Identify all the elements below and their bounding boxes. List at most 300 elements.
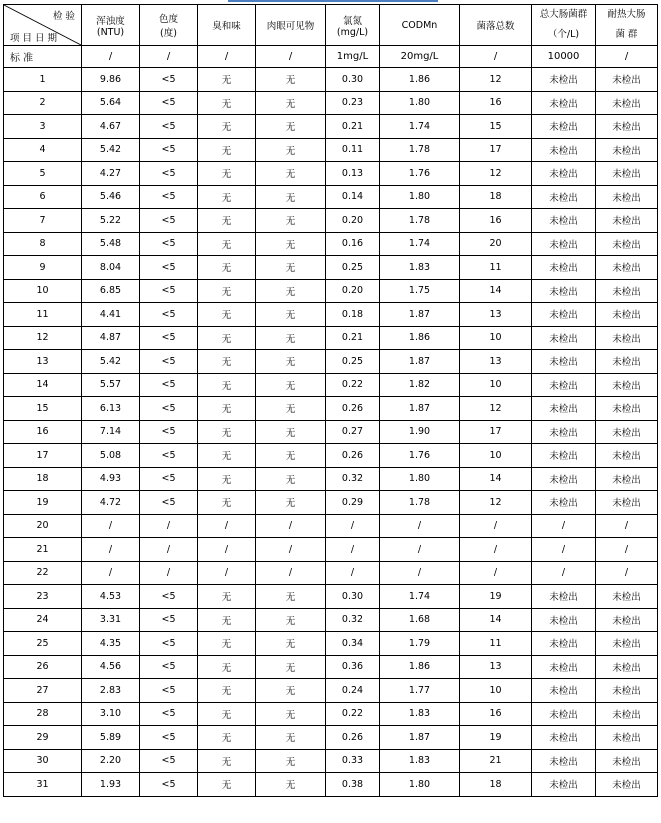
cell-thermo-coliform: 未检出 <box>596 373 658 397</box>
cell-colony-count: 15 <box>460 115 532 139</box>
col-header-ammonia <box>326 5 380 46</box>
table-row <box>4 162 658 186</box>
cell-codmn: 1.86 <box>380 326 460 350</box>
cell-colony-count: 10 <box>460 326 532 350</box>
standard-value: 10000 <box>532 46 596 68</box>
cell-color: <5 <box>140 749 198 773</box>
cell-color: <5 <box>140 350 198 374</box>
cell-ammonia: 0.25 <box>326 256 380 280</box>
cell-colony-count: 16 <box>460 209 532 233</box>
cell-turbidity: 9.86 <box>82 68 140 92</box>
cell-turbidity: 5.89 <box>82 726 140 750</box>
cell-turbidity: 3.10 <box>82 702 140 726</box>
standard-value: 1mg/L <box>326 46 380 68</box>
col-header-total-coliform <box>532 5 596 46</box>
cell-codmn: 1.78 <box>380 491 460 515</box>
cell-color: <5 <box>140 162 198 186</box>
cell-date: 22 <box>4 561 82 585</box>
cell-turbidity: 2.83 <box>82 679 140 703</box>
cell-color: <5 <box>140 679 198 703</box>
cell-ammonia: 0.36 <box>326 655 380 679</box>
cell-colony-count: 10 <box>460 373 532 397</box>
cell-ammonia: 0.26 <box>326 397 380 421</box>
cell-ammonia: 0.38 <box>326 773 380 797</box>
cell-odor: 无 <box>198 68 256 92</box>
cell-turbidity: 5.42 <box>82 350 140 374</box>
cell-turbidity: 4.67 <box>82 115 140 139</box>
cell-total-coliform: 未检出 <box>532 350 596 374</box>
cell-odor: 无 <box>198 209 256 233</box>
cell-thermo-coliform: 未检出 <box>596 773 658 797</box>
cell-total-coliform: 未检出 <box>532 726 596 750</box>
standard-row <box>4 46 658 68</box>
cell-date: 14 <box>4 373 82 397</box>
table-row <box>4 702 658 726</box>
cell-date: 15 <box>4 397 82 421</box>
water-quality-table <box>3 4 658 797</box>
cell-colony-count: 19 <box>460 585 532 609</box>
cell-turbidity: 5.64 <box>82 91 140 115</box>
cell-odor: 无 <box>198 162 256 186</box>
cell-codmn: 1.83 <box>380 749 460 773</box>
cell-color: <5 <box>140 115 198 139</box>
cell-turbidity: 6.13 <box>82 397 140 421</box>
cell-odor: 无 <box>198 608 256 632</box>
table-row <box>4 444 658 468</box>
cell-thermo-coliform: 未检出 <box>596 68 658 92</box>
cell-total-coliform: 未检出 <box>532 326 596 350</box>
cell-ammonia: 0.30 <box>326 585 380 609</box>
cell-visible-matter: / <box>256 561 326 585</box>
cell-visible-matter: 无 <box>256 138 326 162</box>
cell-odor: 无 <box>198 420 256 444</box>
cell-total-coliform: 未检出 <box>532 655 596 679</box>
cell-date: 9 <box>4 256 82 280</box>
cell-visible-matter: 无 <box>256 115 326 139</box>
cell-total-coliform: 未检出 <box>532 702 596 726</box>
cell-odor: 无 <box>198 726 256 750</box>
table-row <box>4 749 658 773</box>
col-header-line2: 菌 群 <box>615 29 638 40</box>
cell-color: <5 <box>140 256 198 280</box>
cell-colony-count: 10 <box>460 679 532 703</box>
cell-odor: 无 <box>198 279 256 303</box>
cell-visible-matter: 无 <box>256 68 326 92</box>
cell-ammonia: 0.33 <box>326 749 380 773</box>
cell-color: <5 <box>140 773 198 797</box>
cell-ammonia: 0.11 <box>326 138 380 162</box>
cell-colony-count: 18 <box>460 773 532 797</box>
cell-total-coliform: 未检出 <box>532 303 596 327</box>
cell-date: 2 <box>4 91 82 115</box>
cell-color: / <box>140 514 198 538</box>
cell-total-coliform: 未检出 <box>532 162 596 186</box>
cell-color: <5 <box>140 420 198 444</box>
cell-total-coliform: 未检出 <box>532 279 596 303</box>
table-row <box>4 726 658 750</box>
cell-color: <5 <box>140 491 198 515</box>
cell-codmn: 1.80 <box>380 467 460 491</box>
cell-thermo-coliform: 未检出 <box>596 350 658 374</box>
table-row <box>4 773 658 797</box>
cell-codmn: 1.86 <box>380 68 460 92</box>
col-header-odor <box>198 5 256 46</box>
cell-date: 4 <box>4 138 82 162</box>
cell-colony-count: 12 <box>460 491 532 515</box>
cell-color: <5 <box>140 585 198 609</box>
cell-date: 28 <box>4 702 82 726</box>
cell-odor: 无 <box>198 632 256 656</box>
cell-date: 26 <box>4 655 82 679</box>
table-row <box>4 373 658 397</box>
col-header-colony-count <box>460 5 532 46</box>
cell-colony-count: 12 <box>460 397 532 421</box>
cell-date: 18 <box>4 467 82 491</box>
cell-odor: 无 <box>198 303 256 327</box>
cell-odor: 无 <box>198 702 256 726</box>
cell-thermo-coliform: 未检出 <box>596 749 658 773</box>
cell-turbidity: / <box>82 561 140 585</box>
cell-color: / <box>140 538 198 562</box>
cell-visible-matter: 无 <box>256 467 326 491</box>
cell-odor: 无 <box>198 115 256 139</box>
cell-total-coliform: 未检出 <box>532 467 596 491</box>
cell-odor: 无 <box>198 585 256 609</box>
cell-ammonia: 0.13 <box>326 162 380 186</box>
cell-ammonia: 0.32 <box>326 608 380 632</box>
cell-turbidity: 5.22 <box>82 209 140 233</box>
standard-value: / <box>82 46 140 68</box>
cell-visible-matter: 无 <box>256 702 326 726</box>
cell-color: <5 <box>140 279 198 303</box>
cell-odor: 无 <box>198 326 256 350</box>
cell-codmn: 1.78 <box>380 138 460 162</box>
cell-visible-matter: 无 <box>256 585 326 609</box>
col-header-line2: (度) <box>160 28 177 39</box>
cell-visible-matter: / <box>256 538 326 562</box>
cell-visible-matter: 无 <box>256 679 326 703</box>
col-header-line1: 氯氮 <box>342 15 362 27</box>
cell-ammonia: 0.20 <box>326 209 380 233</box>
table-row <box>4 326 658 350</box>
cell-codmn: 1.75 <box>380 279 460 303</box>
cell-odor: 无 <box>198 679 256 703</box>
cell-total-coliform: 未检出 <box>532 420 596 444</box>
cell-turbidity: 6.85 <box>82 279 140 303</box>
cell-color: <5 <box>140 138 198 162</box>
cell-visible-matter: 无 <box>256 491 326 515</box>
cell-colony-count: 16 <box>460 91 532 115</box>
standard-label: 标 准 <box>4 46 82 68</box>
cell-visible-matter: 无 <box>256 444 326 468</box>
cell-color: <5 <box>140 91 198 115</box>
cell-date: 24 <box>4 608 82 632</box>
cell-visible-matter: 无 <box>256 185 326 209</box>
cell-ammonia: / <box>326 514 380 538</box>
cell-turbidity: 5.48 <box>82 232 140 256</box>
table-row <box>4 538 658 562</box>
cell-visible-matter: 无 <box>256 373 326 397</box>
cell-odor: 无 <box>198 655 256 679</box>
cell-visible-matter: 无 <box>256 773 326 797</box>
cell-thermo-coliform: 未检出 <box>596 585 658 609</box>
standard-value: / <box>198 46 256 68</box>
cell-turbidity: 4.87 <box>82 326 140 350</box>
cell-total-coliform: 未检出 <box>532 68 596 92</box>
corner-mid-label: 项 目 日 期 <box>10 33 58 44</box>
table-row <box>4 279 658 303</box>
cell-colony-count: 14 <box>460 608 532 632</box>
cell-date: 7 <box>4 209 82 233</box>
cell-thermo-coliform: 未检出 <box>596 326 658 350</box>
cell-ammonia: 0.16 <box>326 232 380 256</box>
cell-total-coliform: 未检出 <box>532 608 596 632</box>
cell-total-coliform: 未检出 <box>532 491 596 515</box>
cell-codmn: 1.90 <box>380 420 460 444</box>
cell-odor: 无 <box>198 256 256 280</box>
table-row <box>4 232 658 256</box>
col-header-turbidity <box>82 5 140 46</box>
table-row <box>4 632 658 656</box>
cell-date: 10 <box>4 279 82 303</box>
cell-colony-count: 20 <box>460 232 532 256</box>
cell-turbidity: / <box>82 514 140 538</box>
cell-ammonia: 0.34 <box>326 632 380 656</box>
cell-codmn: / <box>380 538 460 562</box>
cell-codmn: 1.82 <box>380 373 460 397</box>
cell-date: 1 <box>4 68 82 92</box>
cell-colony-count: / <box>460 538 532 562</box>
cell-codmn: 1.87 <box>380 397 460 421</box>
cell-colony-count: 21 <box>460 749 532 773</box>
cell-total-coliform: 未检出 <box>532 632 596 656</box>
cell-ammonia: 0.21 <box>326 115 380 139</box>
col-header-line1: 臭和味 <box>212 21 241 32</box>
cell-visible-matter: 无 <box>256 303 326 327</box>
col-header-line2: (mg/L) <box>336 26 369 38</box>
cell-odor: 无 <box>198 444 256 468</box>
cell-turbidity: 4.27 <box>82 162 140 186</box>
cell-ammonia: 0.32 <box>326 467 380 491</box>
cell-thermo-coliform: 未检出 <box>596 256 658 280</box>
cell-colony-count: 13 <box>460 303 532 327</box>
cell-thermo-coliform: 未检出 <box>596 185 658 209</box>
cell-colony-count: 12 <box>460 162 532 186</box>
cell-color: <5 <box>140 444 198 468</box>
cell-visible-matter: 无 <box>256 655 326 679</box>
cell-ammonia: 0.21 <box>326 326 380 350</box>
cell-visible-matter: 无 <box>256 350 326 374</box>
cell-codmn: 1.87 <box>380 726 460 750</box>
col-header-line1: 菌落总数 <box>476 21 515 32</box>
cell-odor: 无 <box>198 138 256 162</box>
col-header-visible-matter <box>256 5 326 46</box>
cell-date: 5 <box>4 162 82 186</box>
cell-codmn: 1.87 <box>380 303 460 327</box>
cell-thermo-coliform: 未检出 <box>596 303 658 327</box>
cell-date: 17 <box>4 444 82 468</box>
cell-codmn: 1.68 <box>380 608 460 632</box>
cell-colony-count: 14 <box>460 467 532 491</box>
cell-color: <5 <box>140 702 198 726</box>
cell-ammonia: 0.27 <box>326 420 380 444</box>
cell-thermo-coliform: 未检出 <box>596 209 658 233</box>
cell-ammonia: 0.22 <box>326 702 380 726</box>
table-row <box>4 514 658 538</box>
cell-colony-count: 10 <box>460 444 532 468</box>
cell-total-coliform: 未检出 <box>532 585 596 609</box>
cell-colony-count: 16 <box>460 702 532 726</box>
cell-date: 20 <box>4 514 82 538</box>
cell-thermo-coliform: 未检出 <box>596 491 658 515</box>
cell-thermo-coliform: 未检出 <box>596 279 658 303</box>
corner-top-label: 检 验 <box>52 11 75 22</box>
cell-thermo-coliform: / <box>596 561 658 585</box>
cell-thermo-coliform: 未检出 <box>596 444 658 468</box>
cell-codmn: 1.74 <box>380 232 460 256</box>
cell-total-coliform: 未检出 <box>532 373 596 397</box>
col-header-codmn <box>380 5 460 46</box>
cell-odor: 无 <box>198 373 256 397</box>
cell-codmn: 1.74 <box>380 115 460 139</box>
col-header-line2: （个/L) <box>547 29 580 40</box>
table-row <box>4 350 658 374</box>
cell-total-coliform: 未检出 <box>532 138 596 162</box>
cell-date: 3 <box>4 115 82 139</box>
cell-color: <5 <box>140 232 198 256</box>
cell-total-coliform: 未检出 <box>532 232 596 256</box>
cell-odor: 无 <box>198 773 256 797</box>
cell-ammonia: 0.29 <box>326 491 380 515</box>
table-row <box>4 585 658 609</box>
cell-color: <5 <box>140 397 198 421</box>
cell-codmn: 1.83 <box>380 702 460 726</box>
cell-turbidity: 5.08 <box>82 444 140 468</box>
cell-ammonia: 0.18 <box>326 303 380 327</box>
cell-date: 16 <box>4 420 82 444</box>
col-header-line1: 浑浊度 <box>96 15 125 27</box>
cell-ammonia: / <box>326 538 380 562</box>
cell-turbidity: 8.04 <box>82 256 140 280</box>
cell-colony-count: 18 <box>460 185 532 209</box>
standard-value: / <box>256 46 326 68</box>
cell-ammonia: 0.22 <box>326 373 380 397</box>
cell-colony-count: 12 <box>460 68 532 92</box>
cell-date: 27 <box>4 679 82 703</box>
cell-visible-matter: 无 <box>256 232 326 256</box>
cell-codmn: 1.83 <box>380 256 460 280</box>
cell-turbidity: 5.46 <box>82 185 140 209</box>
cell-date: 12 <box>4 326 82 350</box>
cell-codmn: 1.80 <box>380 773 460 797</box>
cell-color: <5 <box>140 655 198 679</box>
cell-codmn: 1.76 <box>380 444 460 468</box>
table-row <box>4 561 658 585</box>
cell-colony-count: 11 <box>460 632 532 656</box>
cell-date: 11 <box>4 303 82 327</box>
cell-thermo-coliform: 未检出 <box>596 702 658 726</box>
cell-color: / <box>140 561 198 585</box>
cell-odor: 无 <box>198 467 256 491</box>
cell-colony-count: / <box>460 561 532 585</box>
cell-total-coliform: 未检出 <box>532 91 596 115</box>
cell-thermo-coliform: 未检出 <box>596 655 658 679</box>
cell-visible-matter: 无 <box>256 279 326 303</box>
cell-codmn: 1.77 <box>380 679 460 703</box>
cell-thermo-coliform: / <box>596 514 658 538</box>
cell-turbidity: 4.93 <box>82 467 140 491</box>
cell-total-coliform: 未检出 <box>532 679 596 703</box>
cell-visible-matter: 无 <box>256 397 326 421</box>
cell-total-coliform: 未检出 <box>532 444 596 468</box>
cell-codmn: / <box>380 561 460 585</box>
cell-color: <5 <box>140 608 198 632</box>
col-header-line1: 耐热大肠 <box>607 9 646 20</box>
cell-thermo-coliform: 未检出 <box>596 162 658 186</box>
cell-codmn: 1.74 <box>380 585 460 609</box>
col-header-thermo-coliform <box>596 5 658 46</box>
cell-date: 29 <box>4 726 82 750</box>
cell-codmn: 1.80 <box>380 91 460 115</box>
cell-odor: 无 <box>198 350 256 374</box>
cell-color: <5 <box>140 303 198 327</box>
cell-visible-matter: 无 <box>256 162 326 186</box>
cell-total-coliform: 未检出 <box>532 749 596 773</box>
cell-date: 13 <box>4 350 82 374</box>
cell-thermo-coliform: 未检出 <box>596 91 658 115</box>
table-row <box>4 467 658 491</box>
cell-ammonia: / <box>326 561 380 585</box>
cell-turbidity: 3.31 <box>82 608 140 632</box>
cell-colony-count: 13 <box>460 655 532 679</box>
cell-codmn: 1.78 <box>380 209 460 233</box>
cell-date: 6 <box>4 185 82 209</box>
col-header-line1: 总大肠菌群 <box>539 9 588 20</box>
cell-visible-matter: 无 <box>256 256 326 280</box>
cell-date: 21 <box>4 538 82 562</box>
cell-odor: 无 <box>198 91 256 115</box>
cell-visible-matter: 无 <box>256 420 326 444</box>
cell-color: <5 <box>140 632 198 656</box>
cell-turbidity: 4.56 <box>82 655 140 679</box>
cell-date: 25 <box>4 632 82 656</box>
cell-turbidity: 4.72 <box>82 491 140 515</box>
cell-total-coliform: 未检出 <box>532 185 596 209</box>
cell-ammonia: 0.14 <box>326 185 380 209</box>
cell-thermo-coliform: 未检出 <box>596 115 658 139</box>
table-body <box>4 68 658 797</box>
cell-colony-count: 13 <box>460 350 532 374</box>
cell-odor: / <box>198 561 256 585</box>
cell-turbidity: 4.35 <box>82 632 140 656</box>
cell-codmn: 1.87 <box>380 350 460 374</box>
cell-visible-matter: 无 <box>256 326 326 350</box>
table-row <box>4 655 658 679</box>
cell-date: 19 <box>4 491 82 515</box>
table-row <box>4 608 658 632</box>
cell-total-coliform: 未检出 <box>532 256 596 280</box>
corner-cell <box>4 5 82 46</box>
cell-color: <5 <box>140 373 198 397</box>
cell-date: 30 <box>4 749 82 773</box>
cell-thermo-coliform: 未检出 <box>596 467 658 491</box>
cell-visible-matter: 无 <box>256 91 326 115</box>
cell-colony-count: / <box>460 514 532 538</box>
cell-visible-matter: 无 <box>256 749 326 773</box>
cell-ammonia: 0.20 <box>326 279 380 303</box>
cell-thermo-coliform: 未检出 <box>596 608 658 632</box>
cell-thermo-coliform: 未检出 <box>596 679 658 703</box>
